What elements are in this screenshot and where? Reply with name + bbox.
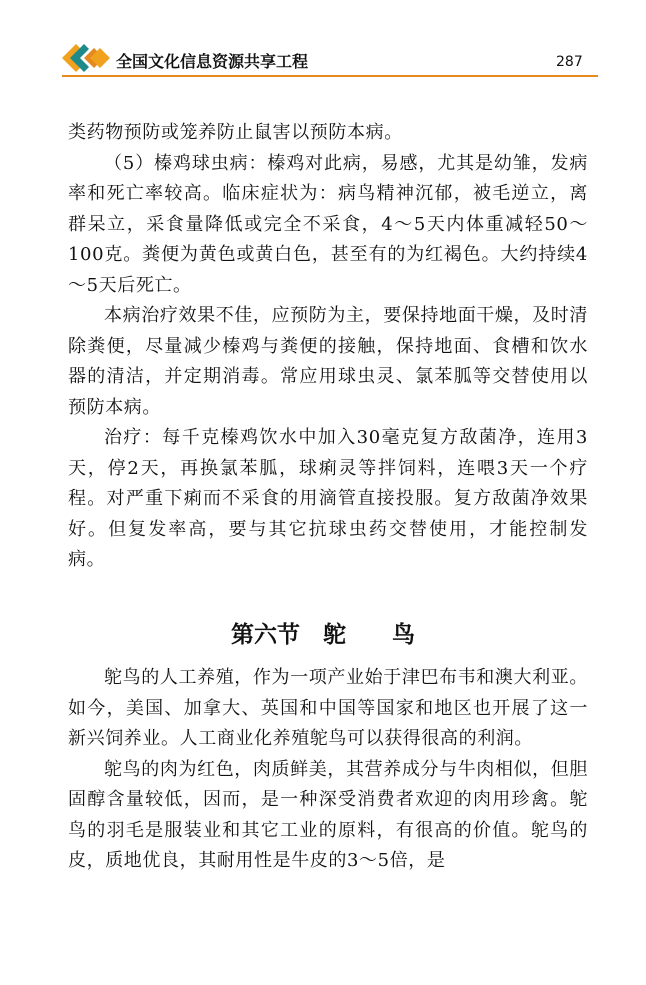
page-header [0, 0, 646, 80]
paragraph: （5）榛鸡球虫病：榛鸡对此病，易感，尤其是幼雏，发病率和死亡率较高。临床症状为：病鸟精神沉郁，被毛逆立，离群呆立，采食量降低或完全不采食，4～5天内体重减轻50～100克。粪便为黄色或黄白色，甚至有的为红褐色。大约持续4～5天后死亡。 [68, 152, 588, 296]
header-rule [62, 75, 598, 77]
diamond-logo-icon [62, 42, 118, 74]
body-text-bottom [68, 663, 588, 877]
paragraph: 类药物预防或笼养防止鼠害以预防本病。 [68, 122, 403, 143]
series-title: 全国文化信息资源共享工程 [116, 52, 309, 71]
paragraph: 本病治疗效果不佳，应预防为主，要保持地面干燥，及时清除粪便，尽量减少榛鸡与粪便的接触，保持地面、食槽和饮水器的清洁，并定期消毒。常应用球虫灵、氯苯胍等交替使用以预防本病。 [68, 305, 588, 418]
paragraph: 鸵鸟的肉为红色，肉质鲜美，其营养成分与牛肉相似，但胆固醇含量较低，因而，是一种深受消费者欢迎的肉用珍禽。鸵鸟的羽毛是服装业和其它工业的原料，有很高的价值。鸵鸟的皮，质地优良，其耐用性是牛皮的3～5倍，是 [68, 758, 588, 871]
page-number: 287 [556, 54, 583, 70]
body-text-top [68, 118, 588, 576]
paragraph: 治疗：每千克榛鸡饮水中加入30毫克复方敌菌净，连用3天，停2天，再换氯苯胍，球痢灵等拌饲料，连喂3天一个疗程。对严重下痢而不采食的用滴管直接投服。复方敌菌净效果好。但复发率高，要与其它抗球虫药交替使用，才能控制发病。 [68, 427, 588, 570]
section-title: 第六节 鸵 鸟 [231, 622, 415, 648]
paragraph: 鸵鸟的人工养殖，作为一项产业始于津巴布韦和澳大利亚。如今，美国、加拿大、英国和中国等国家和地区也开展了这一新兴饲养业。人工商业化养殖鸵鸟可以获得很高的利润。 [68, 667, 588, 749]
